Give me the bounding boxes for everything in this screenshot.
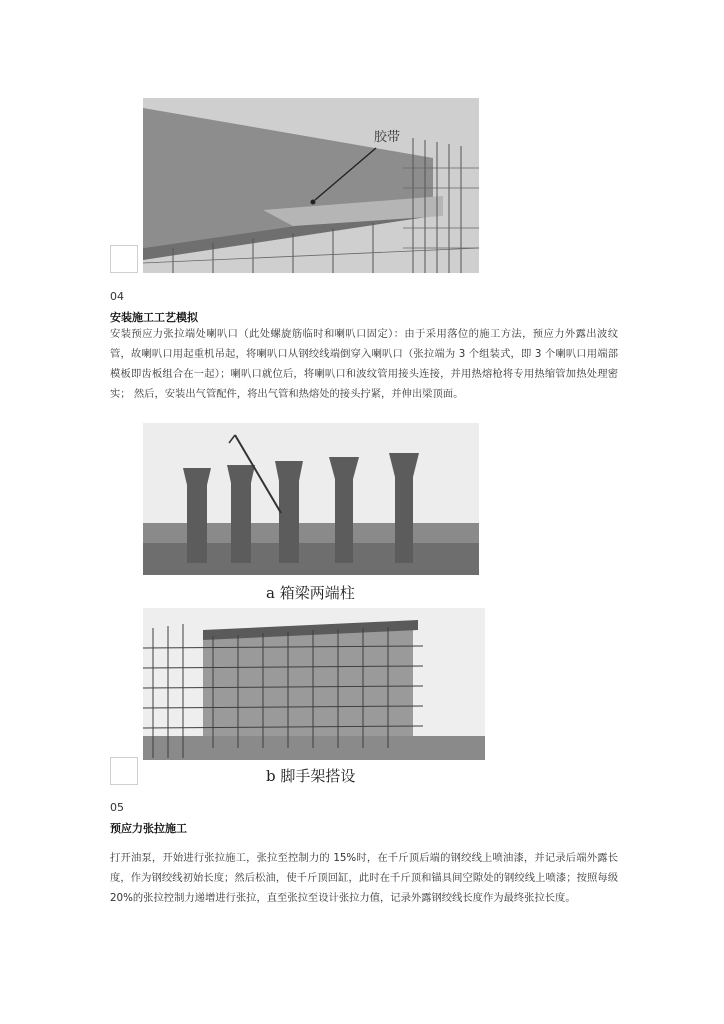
section-05-body: 打开油泵，开始进行张拉施工，张拉至控制力的 15%时，在千斤顶后端的钢绞线上喷油漆，并记录后端外露长度，作为钢绞线初始长度；然后松油，使千斤顶回缸，此时在千斤顶和锚具间空隙处的钢绞线上喷漆；按照每级 20%的张拉控制力递增进行张拉，直至张拉至设计张拉力值，记录外露钢绞线长度作为最终张拉长度。 xyxy=(110,852,618,904)
image-placeholder-button[interactable] xyxy=(110,245,138,273)
section-04-title: 安装施工工艺模拟 xyxy=(110,311,198,324)
tape-label: 胶带 xyxy=(374,130,401,145)
section-04-body: 安装预应力张拉端处喇叭口（此处螺旋筋临时和喇叭口固定）：由于采用落位的施工方法，预应力外露出波纹管，故喇叭口用起重机吊起，将喇叭口从钢绞线端倒穿入喇叭口（张拉端为 3 个组装式，即 3 个喇叭口用端部模板即齿板组合在一起）；喇叭口就位后，将喇叭口和波纹管用接头连接，并用热熔枪将专用热缩管加热处理密实； 然后，安装出气管配件，将出气管和热熔处的接头拧紧，并伸出梁顶面。 xyxy=(110,328,618,400)
figure-bridge-deck-photo xyxy=(143,98,479,273)
section-05-number: 05 xyxy=(110,801,124,814)
figure-caption-b: b 脚手架搭设 xyxy=(266,767,356,785)
section-04-number: 04 xyxy=(110,290,124,303)
bridge-deck-illustration xyxy=(143,98,479,273)
scaffolding-illustration xyxy=(143,608,485,760)
figure-pier-columns-photo xyxy=(143,423,479,575)
pier-columns-illustration xyxy=(143,423,479,575)
section-05-title: 预应力张拉施工 xyxy=(110,822,187,835)
figure-caption-a: a 箱梁两端柱 xyxy=(266,584,355,602)
image-placeholder-button-2[interactable] xyxy=(110,757,138,785)
figure-scaffolding-photo xyxy=(143,608,485,760)
